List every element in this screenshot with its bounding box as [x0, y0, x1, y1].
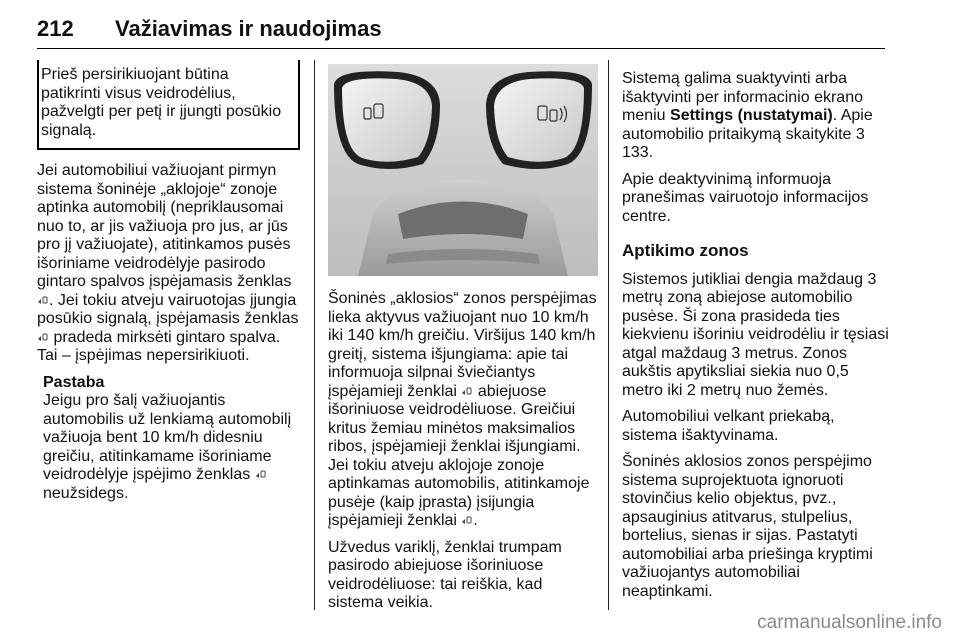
paragraph — [328, 290, 598, 531]
text-segment: Jeigu pro šalį važiuojantis automobilis už lenkiamą automobilį važiuoja bent 10 km/h didesniu greičiu, atitinkamame išoriniame veidrodėlyje įspėjimo ženklas — [43, 392, 292, 483]
paragraph: Sistemos jutikliai dengia maždaug 3 metrų zoną abiejose automobilio pusėse. Ši zona prasideda ties kiekvienu išoriniu veidrodėliu ir tęsiasi atgal maždaug 3 metrus. Zonos aukštis apytiksliai siekia nuo 0,5 metro iki 2 metrų nuo žemės. — [622, 270, 889, 399]
text-segment: Šoninės „aklosios“ zonos perspėjimas lieka aktyvus važiuojant nuo 10 km/h iki 140 km/h greičiu. Viršijus 140 km/h greitį, sistema išjungiama: apie tai informuoja silpnai šviečiantys įspėjamieji ženklai — [328, 290, 597, 400]
blind-spot-warning-icon — [461, 515, 473, 525]
paragraph — [37, 162, 300, 366]
paragraph: Apie deaktyvinimą informuoja pranešimas vairuotojo informacijos centre. — [622, 170, 869, 225]
page-header — [37, 8, 885, 48]
blind-spot-warning-icon — [255, 469, 267, 479]
column-divider-2 — [608, 60, 609, 610]
blind-spot-warning-icon — [37, 295, 49, 305]
paragraph: Šoninės aklosios zonos perspėjimo sistema suprojektuota ignoruoti stovinčius kelio objektus, pvz., apsauginius atitvarus, stulpelius, bortelius, sienas ir sijas. Pastatyti automobiliai arba priešinga kryptimi važiuojantys automobiliai neaptinkami. — [622, 453, 873, 600]
watermark: carmanualsonline.info — [757, 612, 942, 633]
blind-spot-warning-icon — [37, 332, 49, 342]
paragraph — [622, 70, 890, 163]
text-segment: . — [473, 512, 478, 529]
text-segment: . Apie automobilio pritaikymą skaitykite — [622, 107, 873, 143]
warning-text: Prieš persirikiuojant būtina patikrinti visus veidrodėlius, pažvelgti per petį ir įjungti posūkio signalą. — [41, 66, 282, 139]
note-block — [37, 374, 300, 504]
paragraph: Automobiliui velkant priekabą, sistema išaktyvinama. — [622, 408, 835, 444]
menu-reference: Settings (nustatymai) — [670, 107, 833, 124]
page-reference[interactable]: 3 133. — [622, 125, 865, 161]
text-segment: Sistemą galima suaktyvinti arba išaktyvinti per informacinio ekrano meniu — [622, 70, 863, 124]
note-text — [43, 392, 300, 503]
page-title: Važiavimas ir naudojimas — [115, 16, 382, 41]
column-1 — [37, 60, 300, 503]
text-segment: Jei automobiliui važiuojant pirmyn sistema šoninėje „aklojoje“ zonoje aptinka automobilį (nepriklausomai nuo to, ar jis važiuoja pro jus, ar jūs pro jį važiuojate), atitinkamos pusės išoriniame veidrodėlyje pasirodo gintaro spalvos įspėjamasis ženklas — [37, 162, 292, 290]
text-segment: pradeda mirksėti gintaro spalva. Tai – įspėjimas nepersirikiuoti. — [37, 328, 281, 364]
header-divider — [37, 48, 885, 49]
blind-spot-warning-icon — [461, 386, 473, 396]
paragraph: Užvedus variklį, ženklai trumpam pasirodo abiejuose išoriniuose veidrodėliuose: tai reiškia, kad sistema veikia. — [328, 538, 562, 611]
column-3 — [622, 70, 890, 609]
column-divider-1 — [314, 60, 315, 610]
mirror-illustration — [328, 64, 598, 276]
page-number: 212 — [37, 16, 74, 41]
text-segment: . Jei tokiu atveju vairuotojas įjungia posūkio signalą, įspėjamasis ženklas — [37, 291, 299, 327]
column-2 — [328, 64, 598, 621]
note-title: Pastaba — [43, 373, 105, 391]
text-segment: neužsidegs. — [43, 484, 129, 502]
section-heading: Aptikimo zonos — [622, 241, 749, 260]
text-segment: abiejuose išoriniuose veidrodėliuose. Greičiui kritus žemiau minėtos maksimalios ribos, įspėjamieji ženklai išjungiami. Jei tokiu atveju aklojoje zonoje aptinkamas automobilis, atitinkamoje pusėje (kaip įprasta) įsijungia įspėjamieji ženklai — [328, 382, 590, 529]
warning-box — [37, 60, 300, 150]
